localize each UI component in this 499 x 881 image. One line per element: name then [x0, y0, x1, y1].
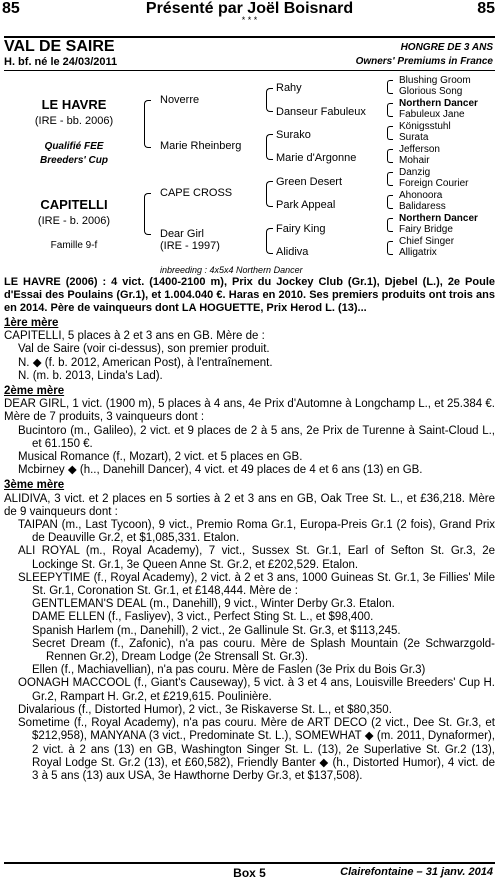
sire-summary: LE HAVRE (2006) : 4 vict. (1400-2100 m), Prix du Jockey Club (Gr.1), Djebel (L.), 2e Poule d'Essai des Poulains (Gr.1), et 1.004.040 €. Haras en 2010. Ses premiers produits ont trois ans en 2014. Père de vainqueurs dont LA HOGUETTE, Prix Herod L. (13)...	[4, 276, 495, 314]
bracket-g3-8	[387, 241, 393, 255]
lot-number-left: 85	[2, 0, 20, 17]
pedigree-gen4-3: Northern Dancer	[399, 98, 478, 109]
grand-produce-1: GENTLEMAN'S DEAL (m., Danehill), 9 vict., Winter Derby Gr.3. Etalon.	[32, 598, 395, 611]
pedigree-gen4-1: Blushing Groom	[399, 75, 471, 86]
pedigree-gen3-4: Marie d'Argonne	[276, 152, 357, 164]
produce-1: Val de Saire (voir ci-dessus), son premier produit.	[18, 343, 270, 356]
pedigree-gen4-4: Fabuleux Jane	[399, 109, 465, 120]
lot-number-right: 85	[477, 0, 495, 17]
dam-family: Famille 9-f	[50, 240, 98, 251]
pedigree-gen2-1: Noverre	[160, 94, 200, 106]
sire-info: (IRE - bb. 2006)	[34, 115, 114, 127]
produce-3: N. (m. b. 2013, Linda's Lad).	[18, 369, 163, 382]
pedigree-gen4-2: Glorious Song	[399, 86, 463, 97]
header-rule	[4, 70, 495, 71]
bracket-dam	[144, 193, 151, 235]
bracket-g3-3	[387, 126, 393, 140]
header-stars: * * *	[241, 15, 258, 25]
section-second-dam: 2ème mère	[4, 385, 65, 398]
owners-premiums: Owners' Premiums in France	[355, 56, 493, 67]
pedigree-gen4-5: Königsstuhl	[399, 121, 451, 132]
first-dam-line: CAPITELLI, 5 places à 2 et 3 ans en GB. Mère de :	[4, 330, 265, 343]
pedigree-gen3-5: Green Desert	[276, 176, 343, 188]
bracket-noverre	[266, 88, 273, 112]
pedigree-gen3-3: Surako	[276, 129, 311, 141]
third-dam-produce-1: TAIPAN (m., Last Tycoon), 9 vict., Premio Roma Gr.1, Europa-Preis Gr.1 (2 fois), Grand Prix de Deauville Gr.2, et $1,085,331. Etalon.	[18, 519, 495, 545]
sale-date: Clairefontaine – 31 janv. 2014	[340, 866, 493, 878]
bracket-g3-1	[387, 80, 393, 94]
sire-note-2: Breeders' Cup	[40, 155, 108, 166]
pedigree-gen4-8: Mohair	[399, 155, 430, 166]
bracket-dear-girl	[266, 228, 273, 254]
bracket-marie-rheinberg	[266, 134, 273, 160]
produce-2: N. ◆ (f. b. 2012, American Post), à l'entraînement.	[18, 356, 273, 369]
pedigree-gen2-2: Marie Rheinberg	[160, 140, 242, 152]
box-number: Box 5	[233, 866, 266, 880]
pedigree-gen3-6: Park Appeal	[276, 199, 336, 211]
grand-produce-2: DAME ELLEN (f., Fasliyev), 3 vict., Perfect Sting St. L., et $98,400.	[32, 611, 374, 624]
bracket-cape-cross	[266, 181, 273, 207]
third-dam-produce-2: ALI ROYAL (m., Royal Academy), 7 vict., Sussex St. Gr.1, Earl of Sefton St. Gr.3, 2e Lockinge St. Gr.1, 3e Queen Anne St. Gr.2, et £202,529. Etalon.	[18, 545, 495, 571]
third-dam-produce-3: SLEEPYTIME (f., Royal Academy), 2 vict. à 2 et 3 ans, 1000 Guineas St. Gr.1, 3e Fillies' Mile St. Gr.1, Coronation St. Gr.1, et £148,444. Mère de :	[18, 571, 495, 598]
second-dam-line: DEAR GIRL, 1 vict. (1900 m), 5 places à 4 ans, 4e Prix d'Automne à Longchamp L., et 25.384 €. Mère de 7 produits, 3 vainqueurs dont :	[4, 398, 495, 424]
bracket-g3-4	[387, 149, 393, 163]
section-first-dam: 1ère mère	[4, 317, 59, 329]
inbreeding-note: inbreeding : 4x5x4 Northern Dancer	[160, 265, 303, 275]
pedigree-gen4-15: Chief Singer	[399, 236, 455, 247]
footer-rule	[4, 862, 495, 864]
bracket-g3-5	[387, 172, 393, 186]
section-third-dam: 3ème mère	[4, 479, 65, 492]
third-dam-produce-6: Sometime (f., Royal Academy), n'a pas couru. Mère de ART DECO (2 vict., Dee St. Gr.3, et $212,958), MANYANA (3 vict., Predominate St. L.), SOMEWHAT ◆ (m. 2011, Dynaformer), 2 vict. à 2 ans (13) en GB, Washington Singer St. L. (13), 2e Superlative St. Gr.2 (13), Royal Lodge St. Gr.2 (13), et £60,582), Friendly Banter ◆ (h., Distorted Humor), 4 vict. de 3 à 5 ans (13) aux USA, 3e Hawthorne Derby Gr.3, et $137,508).	[18, 717, 495, 782]
grand-produce-5: Ellen (f., Machiavellian), n'a pas couru. Mère de Faslen (3e Prix du Bois Gr.3)	[32, 664, 426, 677]
horse-sex-age: HONGRE DE 3 ANS	[400, 42, 493, 53]
pedigree-gen3-2: Danseur Fabuleux	[276, 106, 366, 118]
grand-produce-3: Spanish Harlem (m., Danehill), 2 vict., 2e Gallinule St. Gr.3, et $113,245.	[32, 624, 401, 637]
sire-name: LE HAVRE	[41, 97, 107, 112]
pedigree-gen4-6: Surata	[399, 132, 429, 143]
horse-name: VAL DE SAIRE	[4, 38, 115, 55]
pedigree-gen4-7: Jefferson	[399, 144, 440, 155]
pedigree-gen3-8: Alidiva	[276, 246, 309, 258]
pedigree-gen2-3: CAPE CROSS	[160, 187, 233, 199]
third-dam-produce-4: OONAGH MACCOOL (f., Giant's Causeway), 5 vict. à 3 et 4 ans, Louisville Breeders' Cup H. Gr.2, Rampart H. Gr.2, et £219,615. Poulinière.	[18, 677, 495, 703]
dam-info: (IRE - b. 2006)	[37, 215, 111, 227]
sire-note-1: Qualifié FEE	[44, 141, 104, 152]
pedigree-gen3-7: Fairy King	[276, 223, 326, 235]
pedigree-gen3-1: Rahy	[276, 82, 302, 94]
pedigree-gen4-12: Balidaress	[399, 201, 446, 212]
pedigree-gen4-11: Ahonoora	[399, 190, 443, 201]
pedigree-gen4-14: Fairy Bridge	[399, 224, 453, 235]
pedigree-gen2-4: Dear Girl	[160, 228, 205, 240]
bracket-g3-6	[387, 195, 393, 209]
grand-produce-4: Secret Dream (f., Zafonic), n'a pas couru. Mère de Splash Mountain (2e Schwarzgold-Rennen Gr.2), Dream Lodge (2e Strensall St. Gr.3).	[32, 637, 495, 664]
pedigree-gen4-13: Northern Dancer	[399, 213, 478, 224]
second-dam-produce-1: Bucintoro (m., Galileo), 2 vict. et 9 places de 2 à 5 ans, 2e Prix de Turenne à Saint-Cloud L., et 61.150 €.	[18, 424, 495, 450]
pedigree-gen2-5: (IRE - 1997)	[160, 240, 220, 252]
catalogue-body	[4, 276, 495, 783]
bracket-sire	[144, 100, 151, 148]
pedigree-gen4-9: Danzig	[399, 167, 431, 178]
pedigree-gen4-16: Alligatrix	[399, 247, 437, 258]
second-dam-produce-2: Musical Romance (f., Mozart), 2 vict. et 5 places en GB.	[18, 451, 303, 464]
second-dam-produce-3: Mcbirney ◆ (h.., Danehill Dancer), 4 vict. et 49 places de 4 et 6 ans (13) en GB.	[18, 464, 423, 477]
third-dam-line: ALIDIVA, 3 vict. et 2 places en 5 sorties à 2 et 3 ans en GB, Oak Tree St. L., et £36,218. Mère de 9 vainqueurs dont :	[4, 492, 495, 518]
pedigree-gen4-10: Foreign Courier	[399, 178, 469, 189]
consignor-title: Présenté par Joël Boisnard	[145, 0, 354, 17]
horse-birth: H. bf. né le 24/03/2011	[4, 56, 118, 68]
dam-name: CAPITELLI	[40, 197, 108, 212]
bracket-g3-2	[387, 103, 393, 117]
bracket-g3-7	[387, 218, 393, 232]
third-dam-produce-5: Divalarious (f., Distorted Humor), 2 vict., 3e Riskaverse St. L., et $80,350.	[18, 703, 392, 716]
